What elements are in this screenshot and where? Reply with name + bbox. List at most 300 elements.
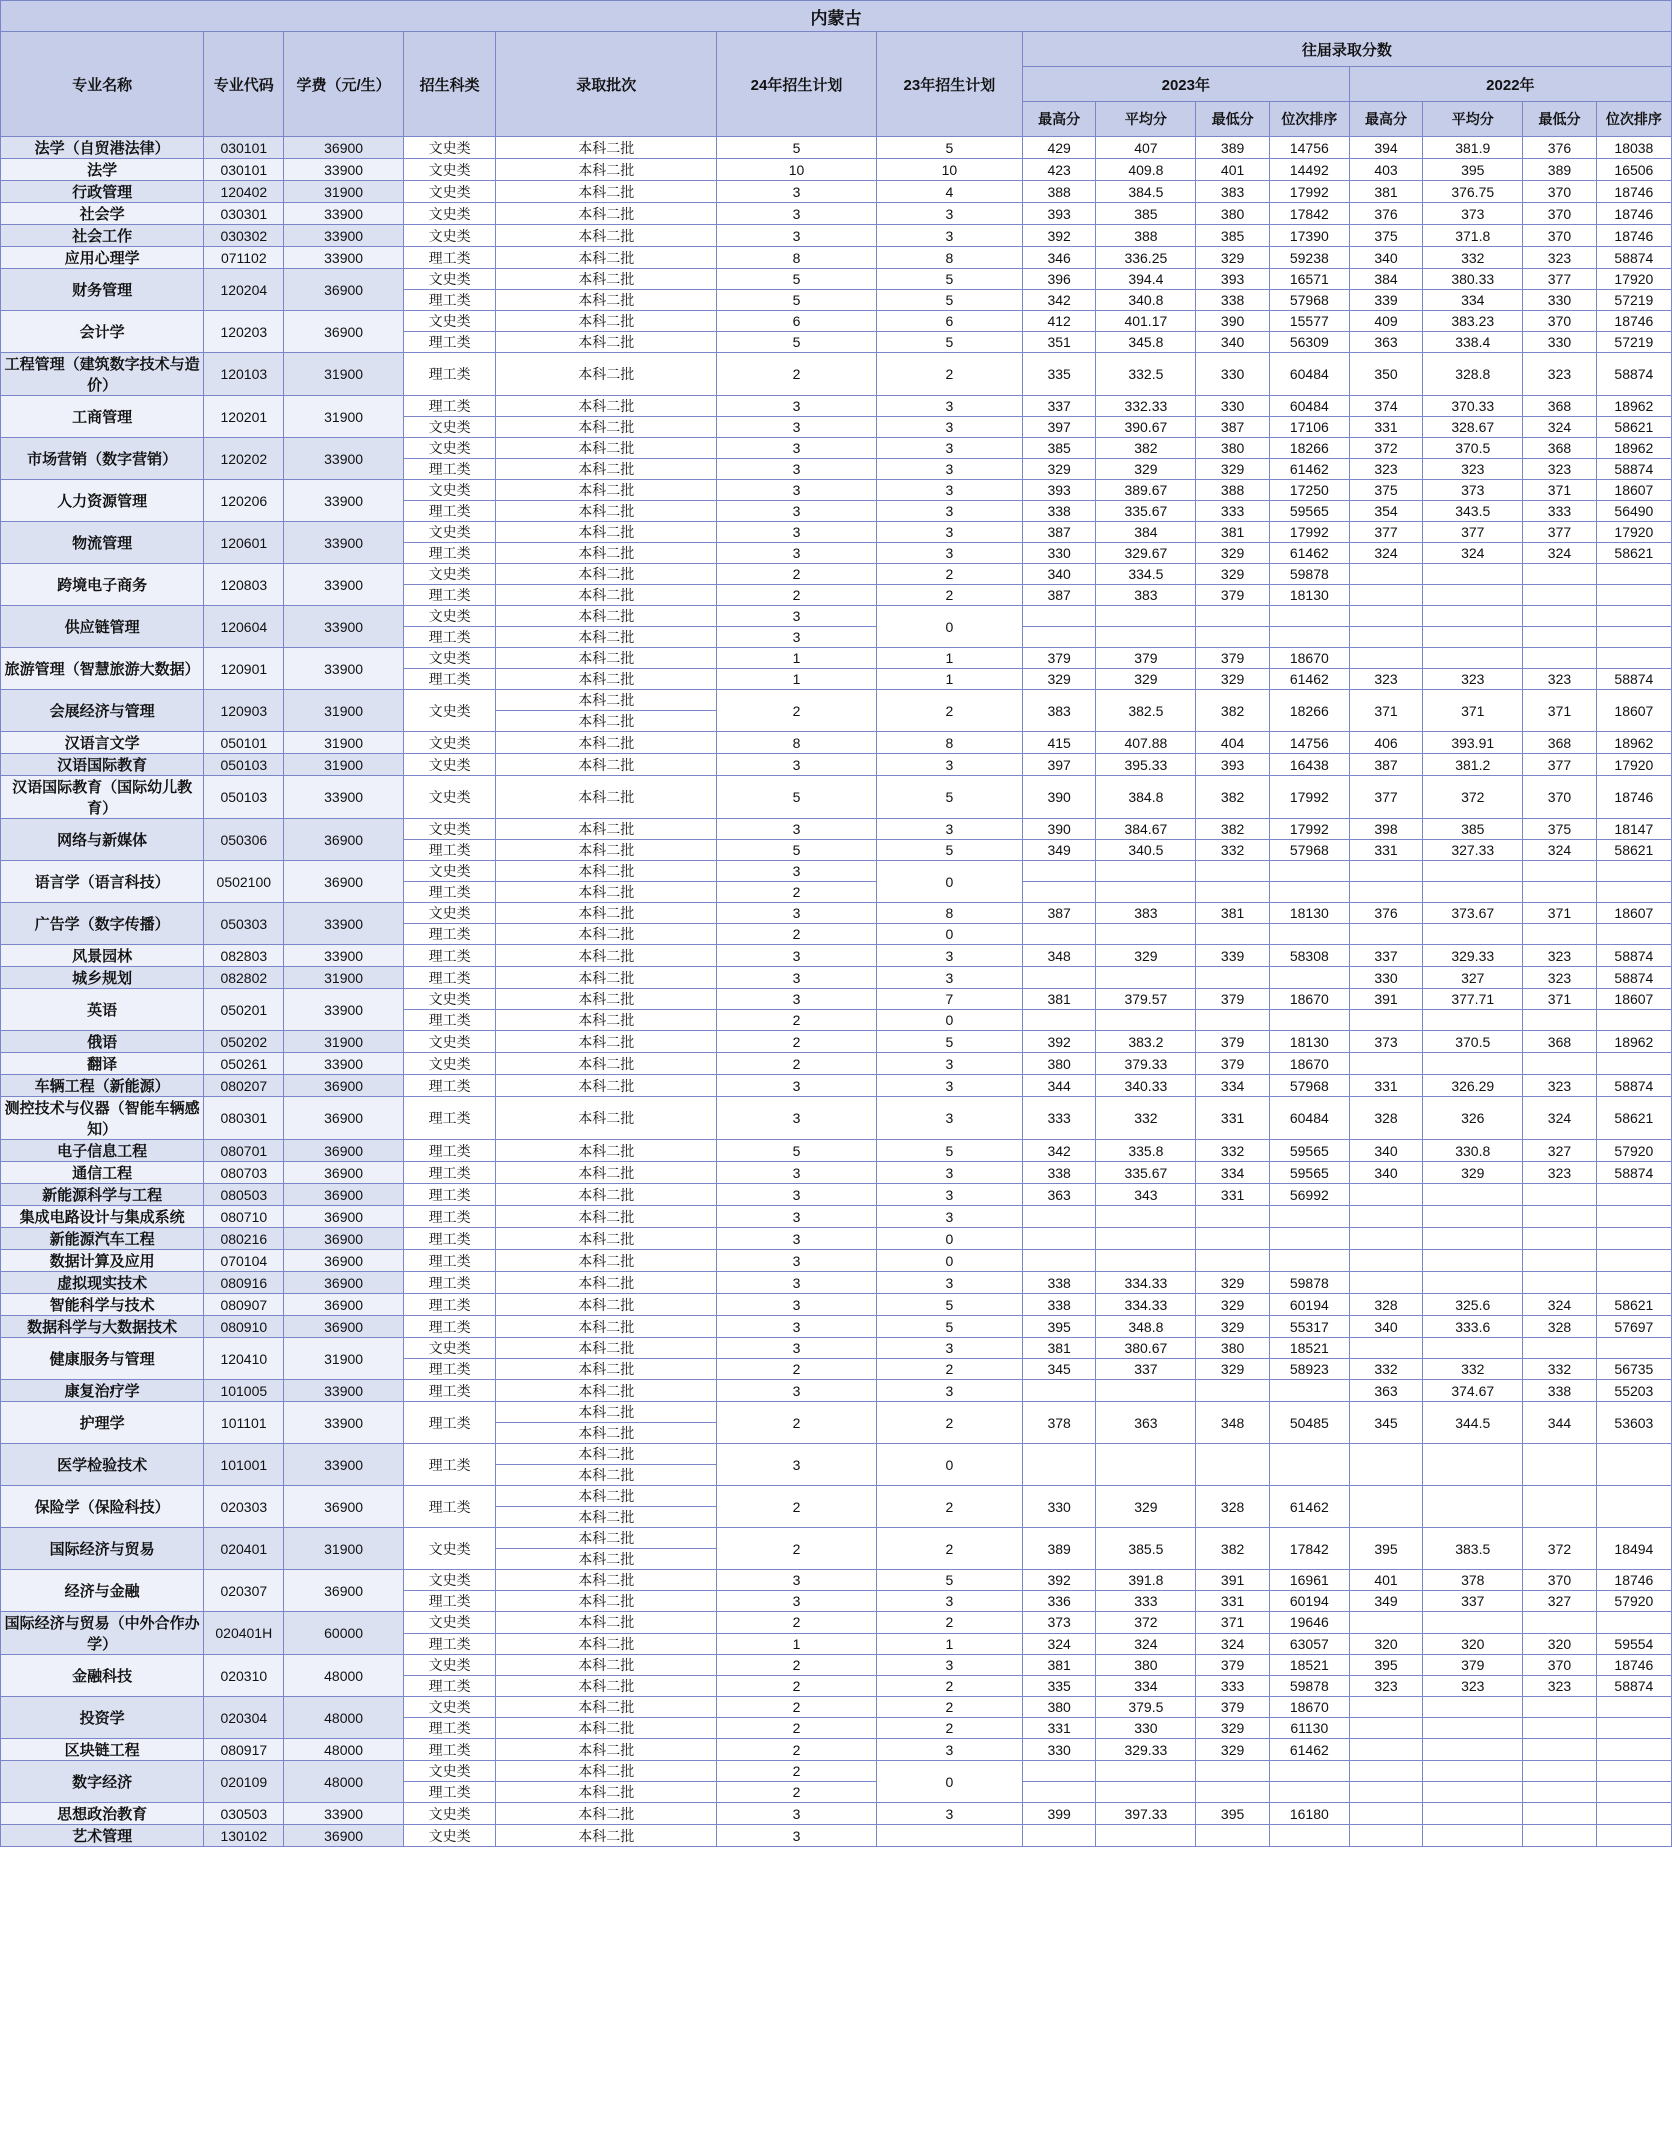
subject-category: 文史类 bbox=[404, 732, 496, 754]
col-header-min-2023: 最低分 bbox=[1196, 102, 1270, 137]
plan-2023: 0 bbox=[876, 1444, 1022, 1486]
min-score-2023: 333 bbox=[1196, 501, 1270, 522]
major-name: 网络与新媒体 bbox=[1, 819, 204, 861]
plan-2024: 3 bbox=[717, 438, 877, 459]
rank-2022 bbox=[1596, 1612, 1671, 1634]
plan-2024: 3 bbox=[717, 1380, 877, 1402]
major-code: 120410 bbox=[204, 1338, 284, 1380]
rank-2022: 18746 bbox=[1596, 181, 1671, 203]
min-score-2023 bbox=[1196, 1444, 1270, 1486]
admission-batch: 本科二批 bbox=[496, 1633, 717, 1655]
avg-score-2023: 382 bbox=[1096, 438, 1196, 459]
plan-2023: 2 bbox=[876, 1528, 1022, 1570]
max-score-2022: 323 bbox=[1349, 459, 1423, 480]
table-row bbox=[1, 1053, 1672, 1075]
rank-2022: 18607 bbox=[1596, 480, 1671, 501]
subject-category: 理工类 bbox=[404, 396, 496, 417]
max-score-2022 bbox=[1349, 1206, 1423, 1228]
max-score-2023 bbox=[1022, 924, 1096, 945]
admission-batch: 本科二批 bbox=[496, 1294, 717, 1316]
plan-2023: 3 bbox=[876, 396, 1022, 417]
max-score-2023: 330 bbox=[1022, 1486, 1096, 1528]
max-score-2022: 381 bbox=[1349, 181, 1423, 203]
major-code: 120803 bbox=[204, 564, 284, 606]
rank-2022: 18607 bbox=[1596, 989, 1671, 1010]
avg-score-2022: 381.2 bbox=[1423, 754, 1523, 776]
admission-batch: 本科二批 bbox=[496, 438, 717, 459]
admission-batch: 本科二批 bbox=[496, 1359, 717, 1380]
table-row bbox=[1, 137, 1672, 159]
rank-2023: 18130 bbox=[1269, 1031, 1349, 1053]
subject-category: 理工类 bbox=[404, 1402, 496, 1444]
avg-score-2023: 330 bbox=[1096, 1718, 1196, 1739]
plan-2023: 3 bbox=[876, 1803, 1022, 1825]
plan-2023: 2 bbox=[876, 585, 1022, 606]
avg-score-2022 bbox=[1423, 1718, 1523, 1739]
plan-2024: 2 bbox=[717, 564, 877, 585]
plan-2023: 2 bbox=[876, 1359, 1022, 1380]
rank-2023: 60484 bbox=[1269, 353, 1349, 396]
major-code: 080216 bbox=[204, 1228, 284, 1250]
subject-category: 理工类 bbox=[404, 1075, 496, 1097]
subject-category: 文史类 bbox=[404, 225, 496, 247]
tuition-fee: 33900 bbox=[284, 989, 404, 1031]
major-code: 101005 bbox=[204, 1380, 284, 1402]
plan-2023: 0 bbox=[876, 861, 1022, 903]
max-score-2022: 324 bbox=[1349, 543, 1423, 564]
max-score-2023: 345 bbox=[1022, 1359, 1096, 1380]
min-score-2023: 339 bbox=[1196, 945, 1270, 967]
admission-batch: 本科二批 bbox=[496, 1140, 717, 1162]
max-score-2023: 349 bbox=[1022, 840, 1096, 861]
max-score-2023: 393 bbox=[1022, 203, 1096, 225]
major-name: 思想政治教育 bbox=[1, 1803, 204, 1825]
rank-2023: 59565 bbox=[1269, 1140, 1349, 1162]
plan-2024: 3 bbox=[717, 1338, 877, 1359]
min-score-2023: 340 bbox=[1196, 332, 1270, 353]
avg-score-2022: 323 bbox=[1423, 1676, 1523, 1697]
min-score-2022: 323 bbox=[1523, 459, 1597, 480]
plan-2024: 6 bbox=[717, 311, 877, 332]
subject-category: 理工类 bbox=[404, 1739, 496, 1761]
major-name: 经济与金融 bbox=[1, 1570, 204, 1612]
subject-category: 文史类 bbox=[404, 903, 496, 924]
avg-score-2022 bbox=[1423, 882, 1523, 903]
major-code: 120903 bbox=[204, 690, 284, 732]
avg-score-2022: 378 bbox=[1423, 1570, 1523, 1591]
rank-2023 bbox=[1269, 924, 1349, 945]
plan-2023: 4 bbox=[876, 181, 1022, 203]
tuition-fee: 31900 bbox=[284, 967, 404, 989]
admission-batch: 本科二批 bbox=[496, 1206, 717, 1228]
min-score-2023: 379 bbox=[1196, 585, 1270, 606]
major-code: 050306 bbox=[204, 819, 284, 861]
max-score-2023: 330 bbox=[1022, 1739, 1096, 1761]
avg-score-2023: 340.8 bbox=[1096, 290, 1196, 311]
max-score-2022 bbox=[1349, 1444, 1423, 1486]
major-name: 汉语国际教育（国际幼儿教育） bbox=[1, 776, 204, 819]
subject-category: 文史类 bbox=[404, 776, 496, 819]
avg-score-2022: 326 bbox=[1423, 1097, 1523, 1140]
avg-score-2022 bbox=[1423, 1825, 1523, 1847]
rank-2023: 14492 bbox=[1269, 159, 1349, 181]
rank-2022: 18746 bbox=[1596, 1655, 1671, 1676]
admission-batch: 本科二批 bbox=[496, 1676, 717, 1697]
min-score-2023: 329 bbox=[1196, 1316, 1270, 1338]
avg-score-2022: 372 bbox=[1423, 776, 1523, 819]
avg-score-2023: 332.33 bbox=[1096, 396, 1196, 417]
avg-score-2023: 332 bbox=[1096, 1097, 1196, 1140]
admission-batch: 本科二批 bbox=[496, 648, 717, 669]
avg-score-2022: 330.8 bbox=[1423, 1140, 1523, 1162]
plan-2024: 5 bbox=[717, 776, 877, 819]
avg-score-2023: 382.5 bbox=[1096, 690, 1196, 732]
plan-2023: 3 bbox=[876, 459, 1022, 480]
table-row bbox=[1, 1162, 1672, 1184]
admission-batch: 本科二批 bbox=[496, 1075, 717, 1097]
min-score-2023: 382 bbox=[1196, 819, 1270, 840]
avg-score-2023: 380 bbox=[1096, 1655, 1196, 1676]
plan-2023: 3 bbox=[876, 417, 1022, 438]
min-score-2023 bbox=[1196, 606, 1270, 627]
avg-score-2023: 335.67 bbox=[1096, 501, 1196, 522]
subject-category: 文史类 bbox=[404, 1825, 496, 1847]
min-score-2023: 381 bbox=[1196, 903, 1270, 924]
rank-2023: 59565 bbox=[1269, 1162, 1349, 1184]
min-score-2022: 371 bbox=[1523, 903, 1597, 924]
min-score-2023: 387 bbox=[1196, 417, 1270, 438]
admission-batch: 本科二批 bbox=[496, 1591, 717, 1612]
admission-batch: 本科二批 bbox=[496, 247, 717, 269]
min-score-2023: 332 bbox=[1196, 840, 1270, 861]
max-score-2023: 397 bbox=[1022, 754, 1096, 776]
avg-score-2023: 390.67 bbox=[1096, 417, 1196, 438]
rank-2022: 18746 bbox=[1596, 225, 1671, 247]
plan-2024: 2 bbox=[717, 1655, 877, 1676]
admission-batch: 本科二批 bbox=[496, 1803, 717, 1825]
rank-2023: 19646 bbox=[1269, 1612, 1349, 1634]
max-score-2023 bbox=[1022, 1010, 1096, 1031]
max-score-2023: 330 bbox=[1022, 543, 1096, 564]
min-score-2023: 348 bbox=[1196, 1402, 1270, 1444]
plan-2024: 3 bbox=[717, 903, 877, 924]
major-name: 工程管理（建筑数字技术与造价） bbox=[1, 353, 204, 396]
admission-batch: 本科二批 bbox=[496, 396, 717, 417]
min-score-2023: 379 bbox=[1196, 1697, 1270, 1718]
subject-category: 理工类 bbox=[404, 1316, 496, 1338]
min-score-2023: 380 bbox=[1196, 1338, 1270, 1359]
major-name: 医学检验技术 bbox=[1, 1444, 204, 1486]
major-name: 行政管理 bbox=[1, 181, 204, 203]
max-score-2023: 381 bbox=[1022, 1338, 1096, 1359]
plan-2024: 3 bbox=[717, 627, 877, 648]
avg-score-2023: 383 bbox=[1096, 903, 1196, 924]
admission-batch: 本科二批 bbox=[496, 1228, 717, 1250]
admission-batch: 本科二批 bbox=[496, 1825, 717, 1847]
table-row bbox=[1, 989, 1672, 1010]
max-score-2022: 384 bbox=[1349, 269, 1423, 290]
max-score-2023 bbox=[1022, 627, 1096, 648]
min-score-2023: 329 bbox=[1196, 543, 1270, 564]
min-score-2022 bbox=[1523, 1338, 1597, 1359]
subject-category: 理工类 bbox=[404, 840, 496, 861]
avg-score-2022 bbox=[1423, 924, 1523, 945]
rank-2022: 57219 bbox=[1596, 332, 1671, 353]
avg-score-2023: 395.33 bbox=[1096, 754, 1196, 776]
avg-score-2022: 327 bbox=[1423, 967, 1523, 989]
subject-category: 理工类 bbox=[404, 1162, 496, 1184]
avg-score-2022 bbox=[1423, 861, 1523, 882]
avg-score-2023: 384.67 bbox=[1096, 819, 1196, 840]
plan-2023: 3 bbox=[876, 1591, 1022, 1612]
rank-2022: 18962 bbox=[1596, 438, 1671, 459]
admission-batch: 本科二批 bbox=[496, 1380, 717, 1402]
avg-score-2023: 372 bbox=[1096, 1612, 1196, 1634]
subject-category: 理工类 bbox=[404, 1250, 496, 1272]
plan-2024: 3 bbox=[717, 1591, 877, 1612]
admission-batch: 本科二批 bbox=[496, 1486, 717, 1507]
admission-batch: 本科二批 bbox=[496, 480, 717, 501]
major-code: 030101 bbox=[204, 159, 284, 181]
admission-batch: 本科二批 bbox=[496, 882, 717, 903]
max-score-2023 bbox=[1022, 606, 1096, 627]
col-header-category: 招生科类 bbox=[404, 32, 496, 137]
tuition-fee: 33900 bbox=[284, 648, 404, 690]
rank-2023 bbox=[1269, 1228, 1349, 1250]
sheet-title-row bbox=[1, 1, 1672, 32]
plan-2024: 2 bbox=[717, 353, 877, 396]
min-score-2023: 393 bbox=[1196, 754, 1270, 776]
rank-2023: 17842 bbox=[1269, 1528, 1349, 1570]
subject-category: 文史类 bbox=[404, 159, 496, 181]
rank-2022 bbox=[1596, 1761, 1671, 1782]
rank-2022: 55203 bbox=[1596, 1380, 1671, 1402]
max-score-2023 bbox=[1022, 1380, 1096, 1402]
plan-2024: 2 bbox=[717, 1010, 877, 1031]
min-score-2022: 338 bbox=[1523, 1380, 1597, 1402]
min-score-2022: 330 bbox=[1523, 332, 1597, 353]
subject-category: 理工类 bbox=[404, 924, 496, 945]
min-score-2023 bbox=[1196, 1228, 1270, 1250]
avg-score-2023: 380.67 bbox=[1096, 1338, 1196, 1359]
rank-2022: 16506 bbox=[1596, 159, 1671, 181]
major-code: 071102 bbox=[204, 247, 284, 269]
tuition-fee: 36900 bbox=[284, 1250, 404, 1272]
avg-score-2023 bbox=[1096, 1206, 1196, 1228]
major-code: 020304 bbox=[204, 1697, 284, 1739]
max-score-2022: 330 bbox=[1349, 967, 1423, 989]
admission-batch: 本科二批 bbox=[496, 417, 717, 438]
avg-score-2023 bbox=[1096, 627, 1196, 648]
avg-score-2023 bbox=[1096, 924, 1196, 945]
major-name: 艺术管理 bbox=[1, 1825, 204, 1847]
major-name: 英语 bbox=[1, 989, 204, 1031]
max-score-2022: 391 bbox=[1349, 989, 1423, 1010]
table-row bbox=[1, 690, 1672, 711]
avg-score-2022: 329.33 bbox=[1423, 945, 1523, 967]
max-score-2022 bbox=[1349, 585, 1423, 606]
avg-score-2022: 337 bbox=[1423, 1591, 1523, 1612]
tuition-fee: 36900 bbox=[284, 269, 404, 311]
plan-2023: 0 bbox=[876, 1250, 1022, 1272]
min-score-2022 bbox=[1523, 627, 1597, 648]
major-name: 法学（自贸港法律） bbox=[1, 137, 204, 159]
min-score-2022: 375 bbox=[1523, 819, 1597, 840]
min-score-2022 bbox=[1523, 861, 1597, 882]
table-row bbox=[1, 438, 1672, 459]
subject-category: 文史类 bbox=[404, 1697, 496, 1718]
avg-score-2023: 397.33 bbox=[1096, 1803, 1196, 1825]
rank-2022: 58874 bbox=[1596, 945, 1671, 967]
avg-score-2022: 323 bbox=[1423, 459, 1523, 480]
min-score-2023: 329 bbox=[1196, 459, 1270, 480]
avg-score-2022 bbox=[1423, 1739, 1523, 1761]
rank-2022: 58621 bbox=[1596, 417, 1671, 438]
min-score-2022 bbox=[1523, 1272, 1597, 1294]
admission-batch: 本科二批 bbox=[496, 903, 717, 924]
tuition-fee: 36900 bbox=[284, 1316, 404, 1338]
avg-score-2022: 381.9 bbox=[1423, 137, 1523, 159]
tuition-fee: 48000 bbox=[284, 1739, 404, 1761]
plan-2023: 5 bbox=[876, 776, 1022, 819]
avg-score-2023: 343 bbox=[1096, 1184, 1196, 1206]
min-score-2023: 371 bbox=[1196, 1612, 1270, 1634]
max-score-2022 bbox=[1349, 1053, 1423, 1075]
min-score-2022 bbox=[1523, 648, 1597, 669]
major-name: 翻译 bbox=[1, 1053, 204, 1075]
major-name: 国际经济与贸易 bbox=[1, 1528, 204, 1570]
rank-2023: 60194 bbox=[1269, 1591, 1349, 1612]
max-score-2023: 390 bbox=[1022, 776, 1096, 819]
major-name: 保险学（保险科技） bbox=[1, 1486, 204, 1528]
max-score-2023: 336 bbox=[1022, 1591, 1096, 1612]
plan-2023: 2 bbox=[876, 353, 1022, 396]
table-row bbox=[1, 1612, 1672, 1634]
max-score-2023 bbox=[1022, 861, 1096, 882]
plan-2023: 0 bbox=[876, 1761, 1022, 1803]
major-name: 汉语言文学 bbox=[1, 732, 204, 754]
sheet-title: 内蒙古 bbox=[1, 1, 1672, 32]
admission-batch: 本科二批 bbox=[496, 627, 717, 648]
rank-2023: 59878 bbox=[1269, 564, 1349, 585]
rank-2023 bbox=[1269, 1380, 1349, 1402]
subject-category: 文史类 bbox=[404, 181, 496, 203]
subject-category: 文史类 bbox=[404, 648, 496, 669]
min-score-2023: 382 bbox=[1196, 690, 1270, 732]
major-name: 社会工作 bbox=[1, 225, 204, 247]
min-score-2023: 329 bbox=[1196, 1294, 1270, 1316]
rank-2023: 58923 bbox=[1269, 1359, 1349, 1380]
major-code: 050103 bbox=[204, 776, 284, 819]
avg-score-2023: 348.8 bbox=[1096, 1316, 1196, 1338]
avg-score-2023: 335.67 bbox=[1096, 1162, 1196, 1184]
tuition-fee: 33900 bbox=[284, 1380, 404, 1402]
tuition-fee: 33900 bbox=[284, 776, 404, 819]
plan-2024: 2 bbox=[717, 1676, 877, 1697]
rank-2022: 17920 bbox=[1596, 754, 1671, 776]
min-score-2023: 329 bbox=[1196, 669, 1270, 690]
max-score-2023: 399 bbox=[1022, 1803, 1096, 1825]
plan-2024: 8 bbox=[717, 732, 877, 754]
plan-2023: 3 bbox=[876, 967, 1022, 989]
plan-2024: 2 bbox=[717, 1718, 877, 1739]
admission-batch: 本科二批 bbox=[496, 690, 717, 711]
avg-score-2022: 324 bbox=[1423, 543, 1523, 564]
min-score-2023: 333 bbox=[1196, 1676, 1270, 1697]
min-score-2023: 329 bbox=[1196, 1359, 1270, 1380]
max-score-2022 bbox=[1349, 606, 1423, 627]
max-score-2022: 398 bbox=[1349, 819, 1423, 840]
rank-2022: 18746 bbox=[1596, 776, 1671, 819]
max-score-2022 bbox=[1349, 1697, 1423, 1718]
rank-2023: 61462 bbox=[1269, 1486, 1349, 1528]
admission-batch: 本科二批 bbox=[496, 1097, 717, 1140]
subject-category: 文史类 bbox=[404, 1570, 496, 1591]
plan-2023: 3 bbox=[876, 1338, 1022, 1359]
avg-score-2022: 377 bbox=[1423, 522, 1523, 543]
table-row bbox=[1, 564, 1672, 585]
plan-2023: 2 bbox=[876, 1676, 1022, 1697]
table-row bbox=[1, 396, 1672, 417]
admission-batch: 本科二批 bbox=[496, 967, 717, 989]
max-score-2022: 331 bbox=[1349, 1075, 1423, 1097]
min-score-2022 bbox=[1523, 882, 1597, 903]
rank-2023: 18266 bbox=[1269, 690, 1349, 732]
avg-score-2022: 373.67 bbox=[1423, 903, 1523, 924]
avg-score-2023: 384 bbox=[1096, 522, 1196, 543]
min-score-2023: 388 bbox=[1196, 480, 1270, 501]
min-score-2023: 382 bbox=[1196, 1528, 1270, 1570]
tuition-fee: 31900 bbox=[284, 754, 404, 776]
max-score-2023: 395 bbox=[1022, 1316, 1096, 1338]
major-code: 080910 bbox=[204, 1316, 284, 1338]
col-header-rank-2022: 位次排序 bbox=[1596, 102, 1671, 137]
plan-2023: 5 bbox=[876, 1140, 1022, 1162]
min-score-2023 bbox=[1196, 861, 1270, 882]
rank-2022: 58621 bbox=[1596, 543, 1671, 564]
min-score-2022 bbox=[1523, 1228, 1597, 1250]
max-score-2023: 331 bbox=[1022, 1718, 1096, 1739]
rank-2023: 61462 bbox=[1269, 669, 1349, 690]
min-score-2022 bbox=[1523, 585, 1597, 606]
subject-category: 文史类 bbox=[404, 1031, 496, 1053]
max-score-2023: 392 bbox=[1022, 225, 1096, 247]
avg-score-2022: 328.8 bbox=[1423, 353, 1523, 396]
admission-batch: 本科二批 bbox=[496, 1782, 717, 1803]
col-header-rank-2023: 位次排序 bbox=[1269, 102, 1349, 137]
avg-score-2023: 340.33 bbox=[1096, 1075, 1196, 1097]
major-name: 工商管理 bbox=[1, 396, 204, 438]
max-score-2023: 338 bbox=[1022, 1162, 1096, 1184]
rank-2023 bbox=[1269, 1782, 1349, 1803]
plan-2024: 3 bbox=[717, 1294, 877, 1316]
min-score-2022: 377 bbox=[1523, 754, 1597, 776]
plan-2024: 3 bbox=[717, 459, 877, 480]
max-score-2023: 380 bbox=[1022, 1053, 1096, 1075]
admission-batch: 本科二批 bbox=[496, 1718, 717, 1739]
table-row bbox=[1, 819, 1672, 840]
max-score-2022: 345 bbox=[1349, 1402, 1423, 1444]
major-name: 跨境电子商务 bbox=[1, 564, 204, 606]
major-name: 风景园林 bbox=[1, 945, 204, 967]
subject-category: 文史类 bbox=[404, 1761, 496, 1782]
avg-score-2022 bbox=[1423, 1761, 1523, 1782]
max-score-2022: 320 bbox=[1349, 1633, 1423, 1655]
max-score-2022 bbox=[1349, 1803, 1423, 1825]
rank-2023: 16180 bbox=[1269, 1803, 1349, 1825]
admission-batch: 本科二批 bbox=[496, 1761, 717, 1782]
min-score-2022: 389 bbox=[1523, 159, 1597, 181]
